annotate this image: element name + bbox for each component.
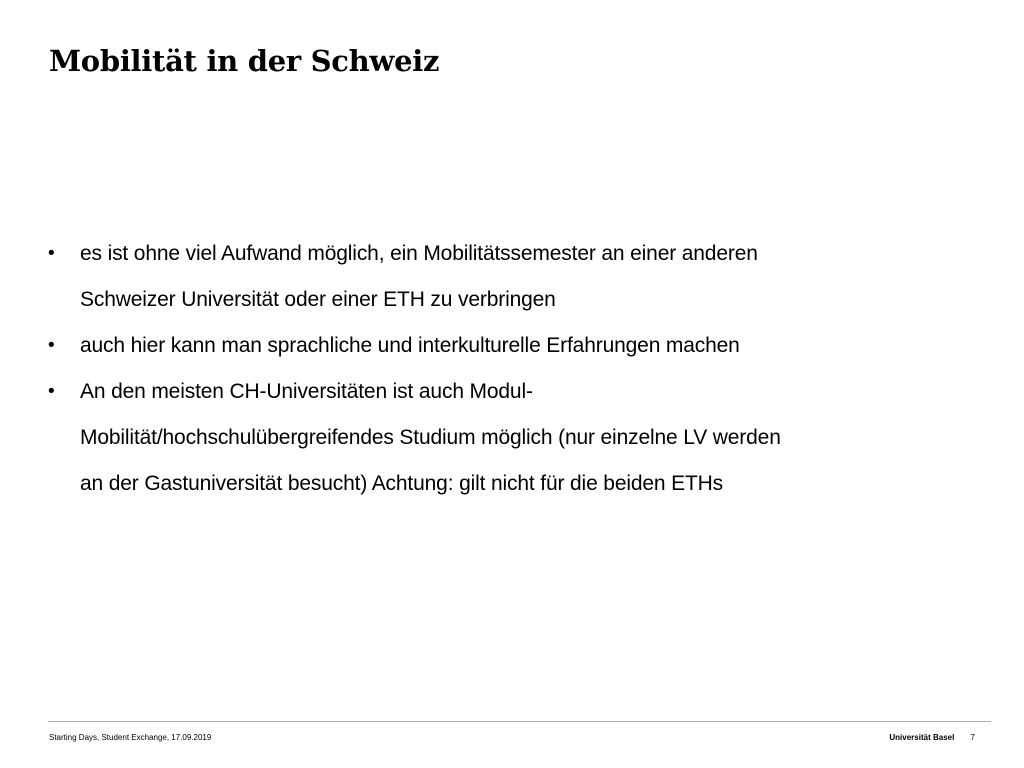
page-number: 7 (970, 733, 975, 742)
bullet-icon: • (48, 335, 55, 356)
bullet-text-line: auch hier kann man sprachliche und interkulturelle Erfahrungen machen (80, 334, 740, 357)
bullet-item (48, 323, 968, 369)
bullet-item (48, 369, 968, 507)
footer-event-text: Starting Days, Student Exchange, 17.09.2019 (49, 733, 212, 742)
bullet-text-line: an der Gastuniversität besucht) Achtung: gilt nicht für die beiden ETHs (80, 472, 724, 495)
bullet-text-line: Schweizer Universität oder einer ETH zu verbringen (80, 288, 556, 311)
bullet-text-line: An den meisten CH-Universitäten ist auch Modul- (80, 380, 533, 403)
bullet-icon: • (48, 381, 55, 402)
bullet-item (48, 231, 968, 323)
bullet-list (48, 231, 968, 507)
slide-title: Mobilität in der Schweiz (49, 44, 440, 78)
bullet-icon: • (48, 243, 55, 264)
footer-divider (48, 721, 991, 722)
bullet-text-line: Mobilität/hochschulübergreifendes Studium möglich (nur einzelne LV werden (80, 426, 781, 449)
footer-organization: Universität Basel (889, 733, 955, 742)
bullet-text-line: es ist ohne viel Aufwand möglich, ein Mobilitätssemester an einer anderen (80, 242, 758, 265)
footer-right (889, 733, 975, 743)
